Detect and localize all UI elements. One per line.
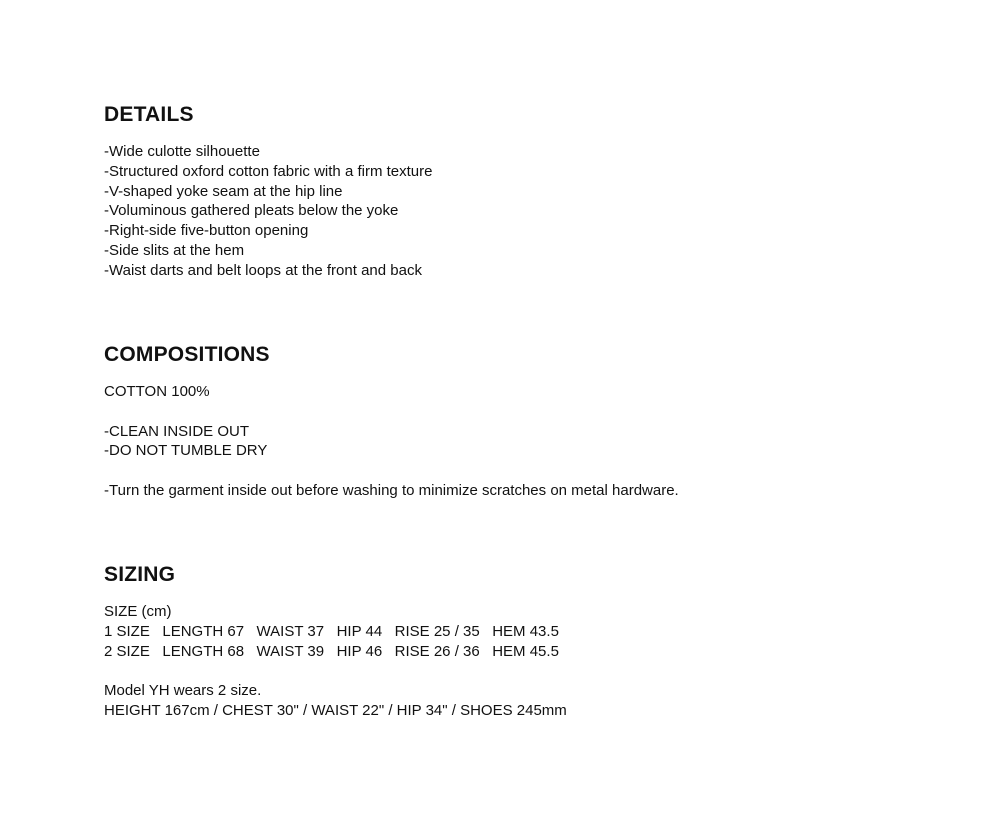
care-item: -DO NOT TUMBLE DRY (104, 442, 268, 460)
sizing-body (104, 602, 964, 721)
care-item: -CLEAN INSIDE OUT (104, 422, 250, 440)
model-note: Model YH wears 2 size. (104, 682, 262, 700)
sizing-title: SIZING (104, 563, 176, 586)
details-title: DETAILS (104, 103, 194, 126)
details-item: -Structured oxford cotton fabric with a firm texture (104, 162, 433, 180)
compositions-title: COMPOSITIONS (104, 343, 270, 366)
details-section (104, 103, 964, 281)
details-item: -Right-side five-button opening (104, 222, 309, 240)
details-item: -Side slits at the hem (104, 241, 245, 259)
details-item: -Wide culotte silhouette (104, 143, 260, 160)
sizing-section (104, 563, 964, 721)
details-item: -Voluminous gathered pleats below the yoke (104, 202, 399, 220)
compositions-body (104, 382, 964, 501)
care-note: -Turn the garment inside out before washing to minimize scratches on metal hardware. (104, 481, 679, 499)
material-text: COTTON 100% (104, 383, 210, 400)
details-item: -Waist darts and belt loops at the front and back (104, 261, 422, 279)
size-row: 1 SIZE LENGTH 67 WAIST 37 HIP 44 RISE 25 / 35 HEM 43.5 (104, 622, 559, 640)
size-row: 2 SIZE LENGTH 68 WAIST 39 HIP 46 RISE 26 / 36 HEM 45.5 (104, 642, 559, 660)
model-measurements: HEIGHT 167cm / CHEST 30" / WAIST 22" / HIP 34" / SHOES 245mm (104, 701, 567, 719)
details-item: -V-shaped yoke seam at the hip line (104, 182, 343, 200)
size-unit-label: SIZE (cm) (104, 603, 172, 620)
compositions-section (104, 343, 964, 501)
details-list (104, 142, 964, 281)
